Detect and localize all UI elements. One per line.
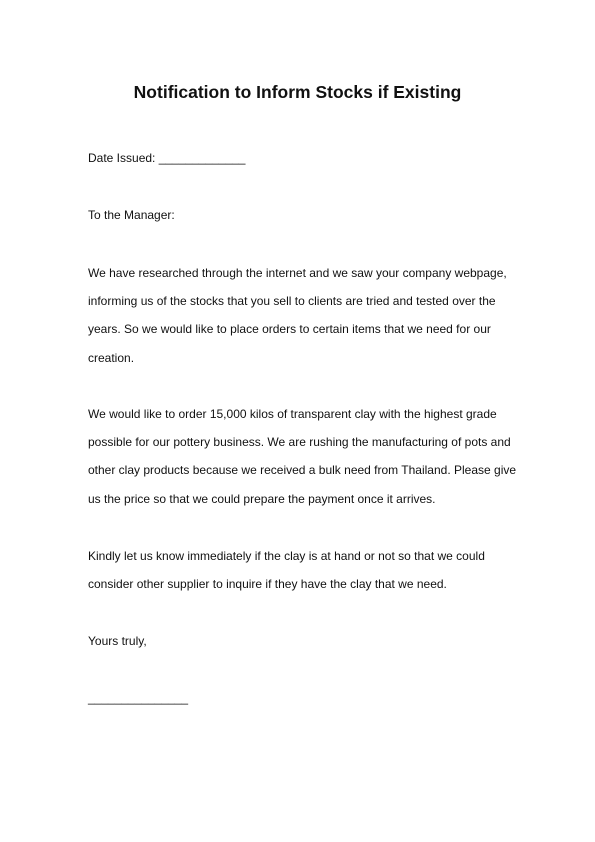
paragraph-2-line: us the price so that we could prepare the payment once it arrives. — [88, 492, 436, 506]
paragraph-3-line: Kindly let us know immediately if the clay is at hand or not so that we could — [88, 549, 485, 563]
paragraph-3-line: consider other supplier to inquire if they have the clay that we need. — [88, 577, 447, 591]
paragraph-1-line: We have researched through the internet and we saw your company webpage, — [88, 266, 507, 280]
paragraph-1-line: creation. — [88, 351, 135, 365]
date-issued: Date Issued: _____________ — [88, 151, 246, 165]
paragraph-2-line: other clay products because we received a bulk need from Thailand. Please give — [88, 463, 517, 477]
paragraph-1-line: informing us of the stocks that you sell to clients are tried and tested over the — [88, 294, 496, 308]
salutation: To the Manager: — [88, 208, 175, 222]
page-title: Notification to Inform Stocks if Existing — [133, 82, 462, 102]
closing: Yours truly, — [88, 634, 147, 648]
signature-line: _______________ — [88, 691, 189, 705]
paragraph-2-line: We would like to order 15,000 kilos of transparent clay with the highest grade — [88, 407, 497, 421]
paragraph-1-line: years. So we would like to place orders to certain items that we need for our — [88, 322, 491, 336]
paragraph-2-line: possible for our pottery business. We are rushing the manufacturing of pots and — [88, 435, 511, 449]
